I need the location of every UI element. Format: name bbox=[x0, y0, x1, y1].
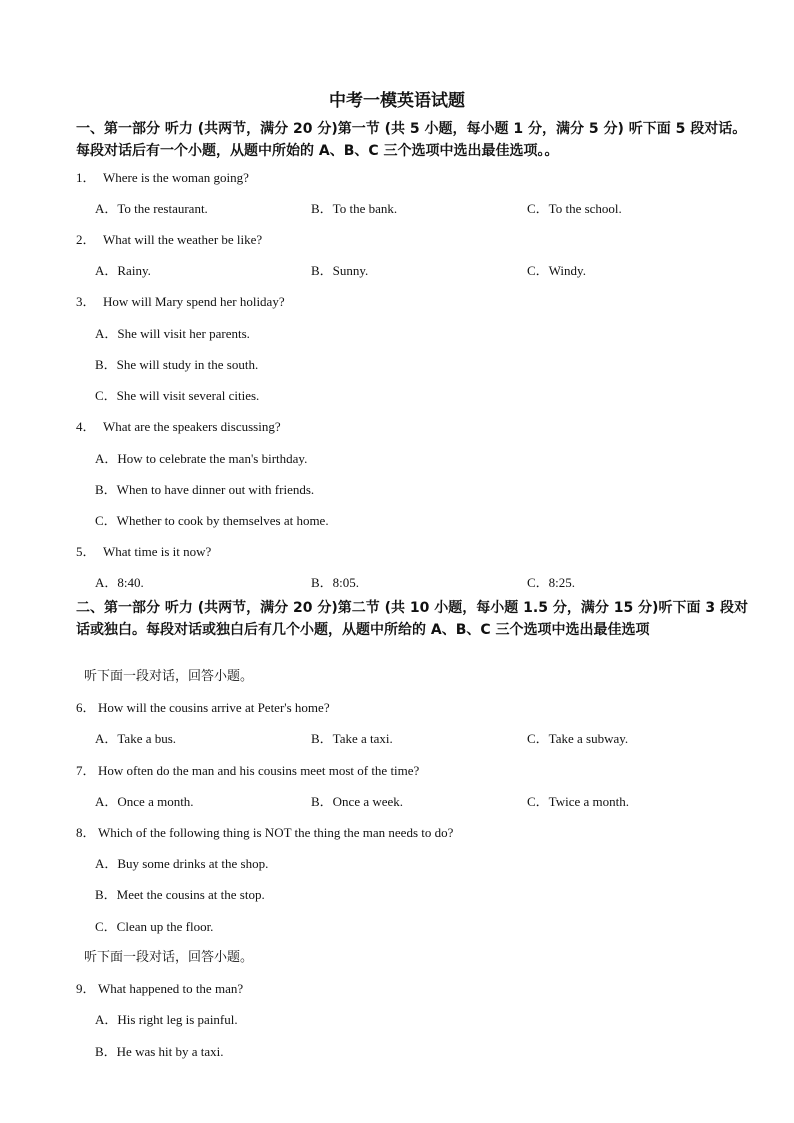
question-number: 9． bbox=[76, 981, 96, 996]
question-text: What happened to the man? bbox=[98, 981, 244, 996]
option-c: C．Take a subway. bbox=[527, 731, 629, 746]
option-a: A．Rainy. bbox=[95, 263, 151, 278]
question-text: Where is the woman going? bbox=[103, 170, 249, 185]
question-number: 8． bbox=[76, 825, 96, 840]
question-text: Which of the following thing is NOT the thing the man needs to do? bbox=[98, 825, 454, 840]
question-8 bbox=[76, 822, 453, 841]
option-a: A．Once a month. bbox=[95, 794, 194, 809]
listening-instruction: 听下面一段对话，回答小题。 bbox=[84, 669, 254, 684]
option-b: B．She will study in the south. bbox=[95, 357, 259, 372]
question-text: What are the speakers discussing? bbox=[103, 419, 281, 434]
page-title: 中考一模英语试题 bbox=[329, 91, 465, 111]
question-2 bbox=[76, 229, 262, 248]
question-text: How often do the man and his cousins meet most of the time? bbox=[98, 763, 420, 778]
question-text: How will Mary spend her holiday? bbox=[103, 294, 285, 309]
option-b: B．Take a taxi. bbox=[311, 731, 393, 746]
question-number: 7． bbox=[76, 763, 96, 778]
option-b: B．8:05. bbox=[311, 575, 360, 590]
option-a: A．She will visit her parents. bbox=[95, 326, 250, 341]
option-b: B．When to have dinner out with friends. bbox=[95, 482, 315, 497]
option-a: A．Take a bus. bbox=[95, 731, 177, 746]
question-1 bbox=[76, 167, 249, 186]
question-number: 4． bbox=[76, 419, 96, 434]
section-one-heading: 一、第一部分 听力 (共两节，满分 20 分)第一节 (共 5 小题，每小题 1 分，满分 5 分) 听下面 5 段对话。每段对话后有一个小题，从题中所始的 A、B、C 三个选项中选出最佳选项。。 bbox=[76, 121, 747, 159]
option-a: A．His right leg is painful. bbox=[95, 1012, 238, 1027]
section-two-heading: 二、第一部分 听力 (共两节，满分 20 分)第二节 (共 10 小题，每小题 1.5 分，满分 15 分)听下面 3 段对话或独白。每段对话或独白后有几个小题，从题中所给的 A、B、C 三个选项中选出最佳选项 bbox=[76, 600, 748, 638]
option-c: C．To the school. bbox=[527, 201, 622, 216]
question-text: What will the weather be like? bbox=[103, 232, 263, 247]
option-b: B．Meet the cousins at the stop. bbox=[95, 887, 265, 902]
option-b: B．To the bank. bbox=[311, 201, 398, 216]
option-a: A．How to celebrate the man's birthday. bbox=[95, 451, 308, 466]
option-c: C．Twice a month. bbox=[527, 794, 629, 809]
option-c: C．8:25. bbox=[527, 575, 576, 590]
question-number: 1． bbox=[76, 170, 96, 185]
option-a: A．8:40. bbox=[95, 575, 144, 590]
question-5 bbox=[76, 541, 211, 560]
option-a: A．Buy some drinks at the shop. bbox=[95, 856, 269, 871]
question-number: 6． bbox=[76, 700, 96, 715]
question-6 bbox=[76, 697, 330, 716]
listening-instruction: 听下面一段对话，回答小题。 bbox=[84, 950, 254, 965]
question-4 bbox=[76, 416, 281, 435]
question-number: 2． bbox=[76, 232, 96, 247]
question-9 bbox=[76, 978, 243, 997]
question-7 bbox=[76, 760, 419, 779]
option-b: B．Sunny. bbox=[311, 263, 369, 278]
question-number: 5． bbox=[76, 544, 96, 559]
question-3 bbox=[76, 291, 285, 310]
option-b: B．He was hit by a taxi. bbox=[95, 1044, 224, 1059]
question-number: 3． bbox=[76, 294, 96, 309]
option-a: A．To the restaurant. bbox=[95, 201, 208, 216]
question-text: What time is it now? bbox=[103, 544, 212, 559]
option-c: C．Windy. bbox=[527, 263, 586, 278]
option-c: C．She will visit several cities. bbox=[95, 388, 260, 403]
option-c: C．Clean up the floor. bbox=[95, 919, 214, 934]
option-c: C．Whether to cook by themselves at home. bbox=[95, 513, 329, 528]
option-b: B．Once a week. bbox=[311, 794, 404, 809]
question-text: How will the cousins arrive at Peter's home? bbox=[98, 700, 330, 715]
